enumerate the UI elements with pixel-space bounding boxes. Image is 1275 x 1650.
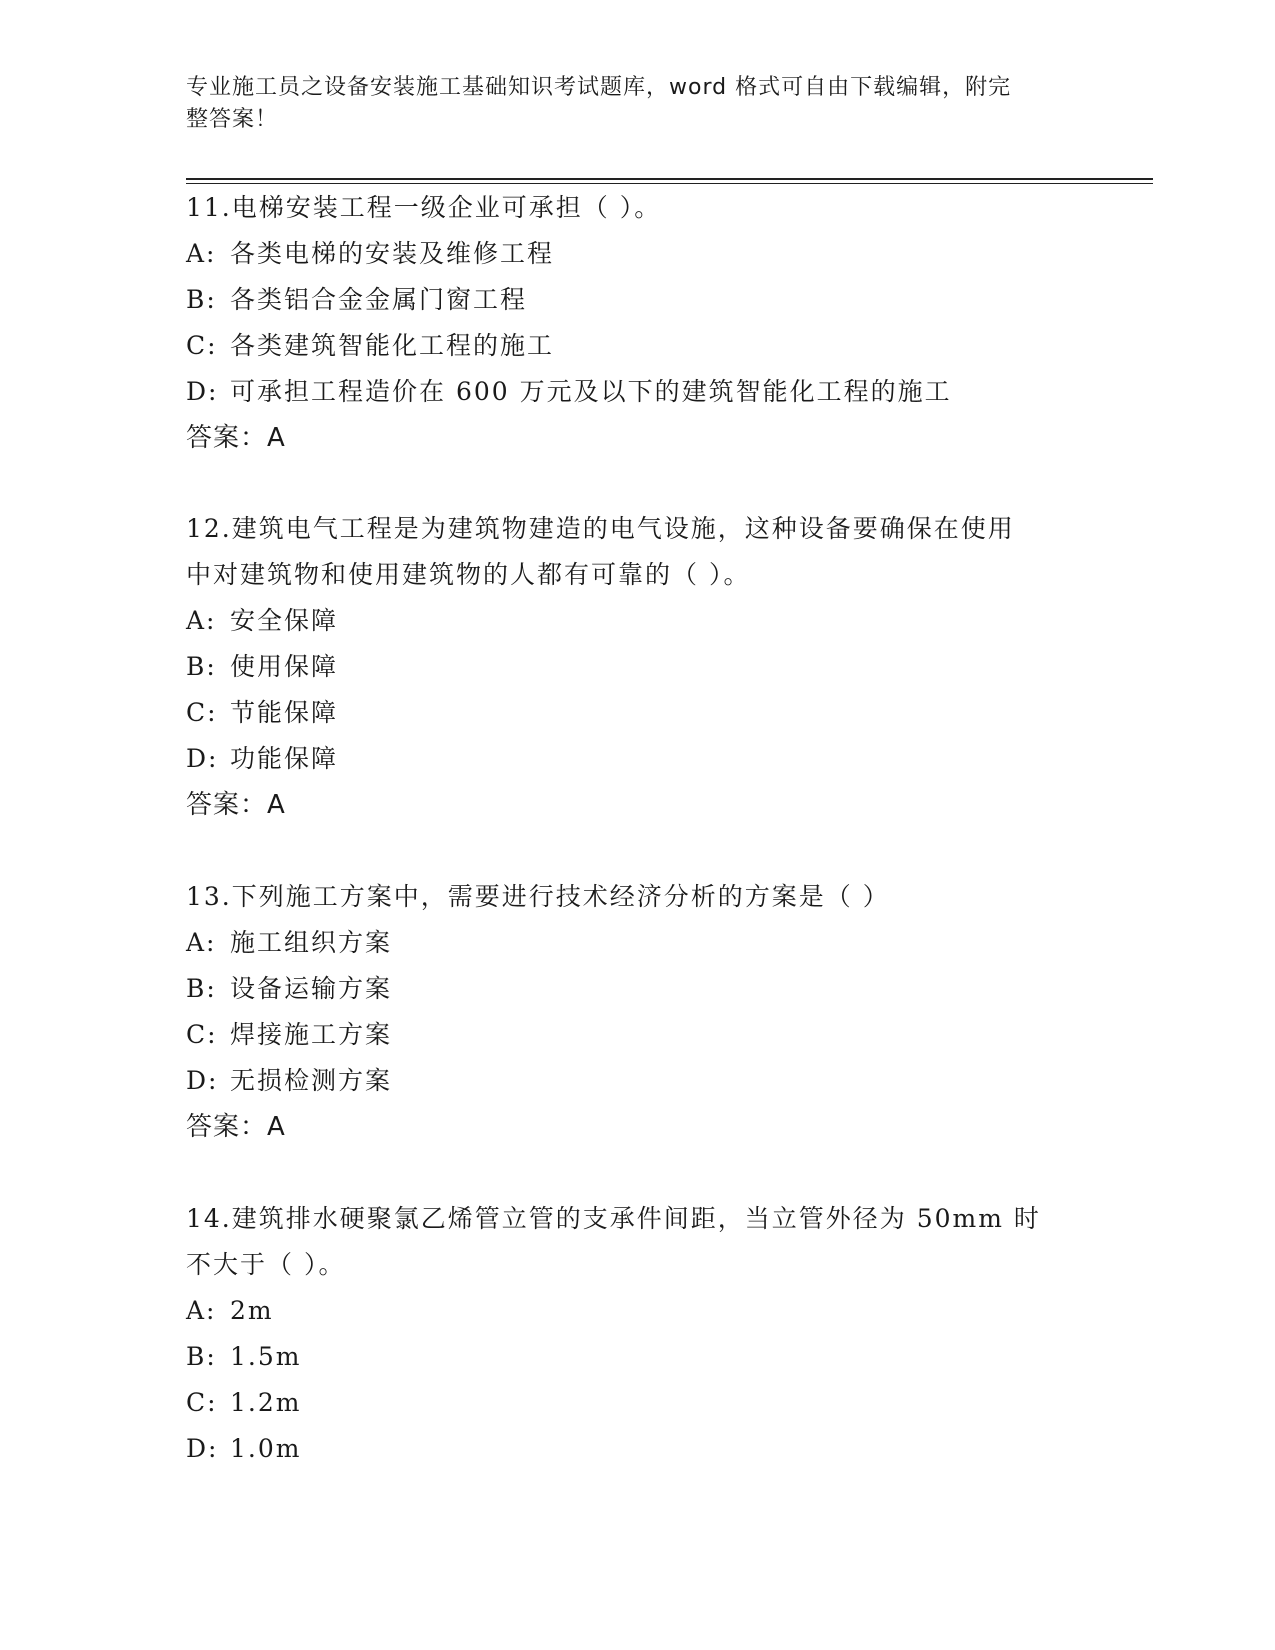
- option-key: D:: [186, 1066, 219, 1095]
- option-key: C:: [186, 331, 218, 360]
- option-key: B:: [186, 652, 217, 681]
- option-b: [186, 644, 1086, 690]
- header-line-2: 整答案！: [186, 107, 279, 132]
- question-13: [186, 874, 1086, 1150]
- option-text: 各类铝合金金属门窗工程: [230, 285, 528, 314]
- option-key: D:: [186, 1434, 219, 1463]
- option-a: [186, 1288, 1086, 1334]
- document-header: [186, 72, 1066, 136]
- option-a: [186, 231, 1086, 277]
- option-text: 1.2m: [230, 1388, 302, 1417]
- option-text: 焊接施工方案: [230, 1020, 393, 1049]
- option-key: A:: [186, 928, 217, 957]
- option-key: D:: [186, 377, 219, 406]
- question-stem: 12.建筑电气工程是为建筑物建造的电气设施，这种设备要确保在使用: [186, 514, 1015, 543]
- question-stem: 11.电梯安装工程一级企业可承担（ ）。: [186, 193, 662, 222]
- option-text: 无损检测方案: [230, 1066, 393, 1095]
- option-key: B:: [186, 1342, 217, 1371]
- option-b: [186, 1334, 1086, 1380]
- option-key: D:: [186, 744, 219, 773]
- option-b: [186, 277, 1086, 323]
- option-text: 各类建筑智能化工程的施工: [230, 331, 555, 360]
- option-text: 1.5m: [230, 1342, 302, 1371]
- answer-line: 答案：A: [186, 423, 286, 453]
- question-14: [186, 1196, 1086, 1472]
- option-key: A:: [186, 1296, 217, 1325]
- option-key: B:: [186, 285, 217, 314]
- option-d: [186, 736, 1086, 782]
- option-text: 使用保障: [230, 652, 339, 681]
- option-text: 功能保障: [230, 744, 339, 773]
- option-text: 施工组织方案: [230, 928, 393, 957]
- option-key: A:: [186, 606, 217, 635]
- option-text: 节能保障: [230, 698, 339, 727]
- option-text: 可承担工程造价在 600 万元及以下的建筑智能化工程的施工: [230, 377, 952, 406]
- header-divider-thin: [186, 183, 1153, 184]
- option-d: [186, 369, 1086, 415]
- option-b: [186, 966, 1086, 1012]
- option-key: B:: [186, 974, 217, 1003]
- answer-line: 答案：A: [186, 1112, 286, 1142]
- option-a: [186, 598, 1086, 644]
- option-a: [186, 920, 1086, 966]
- question-12: [186, 506, 1086, 828]
- option-c: [186, 1012, 1086, 1058]
- option-key: C:: [186, 1388, 218, 1417]
- option-text: 安全保障: [230, 606, 339, 635]
- question-stem-cont: 中对建筑物和使用建筑物的人都有可靠的（ ）。: [186, 560, 751, 589]
- question-stem: 13.下列施工方案中，需要进行技术经济分析的方案是（ ）: [186, 882, 890, 911]
- option-d: [186, 1058, 1086, 1104]
- option-c: [186, 1380, 1086, 1426]
- option-c: [186, 690, 1086, 736]
- question-stem-cont: 不大于（ ）。: [186, 1250, 346, 1279]
- option-text: 1.0m: [230, 1434, 302, 1463]
- option-key: A:: [186, 239, 217, 268]
- option-text: 设备运输方案: [230, 974, 393, 1003]
- option-key: C:: [186, 1020, 218, 1049]
- option-key: C:: [186, 698, 218, 727]
- header-line-1: 专业施工员之设备安装施工基础知识考试题库，word 格式可自由下载编辑，附完: [186, 75, 1012, 100]
- option-c: [186, 323, 1086, 369]
- header-divider-thick: [186, 178, 1153, 180]
- question-stem: 14.建筑排水硬聚氯乙烯管立管的支承件间距，当立管外径为 50mm 时: [186, 1204, 1041, 1233]
- option-text: 2m: [230, 1296, 274, 1325]
- option-d: [186, 1426, 1086, 1472]
- option-text: 各类电梯的安装及维修工程: [230, 239, 555, 268]
- answer-line: 答案：A: [186, 790, 286, 820]
- question-11: [186, 185, 1086, 461]
